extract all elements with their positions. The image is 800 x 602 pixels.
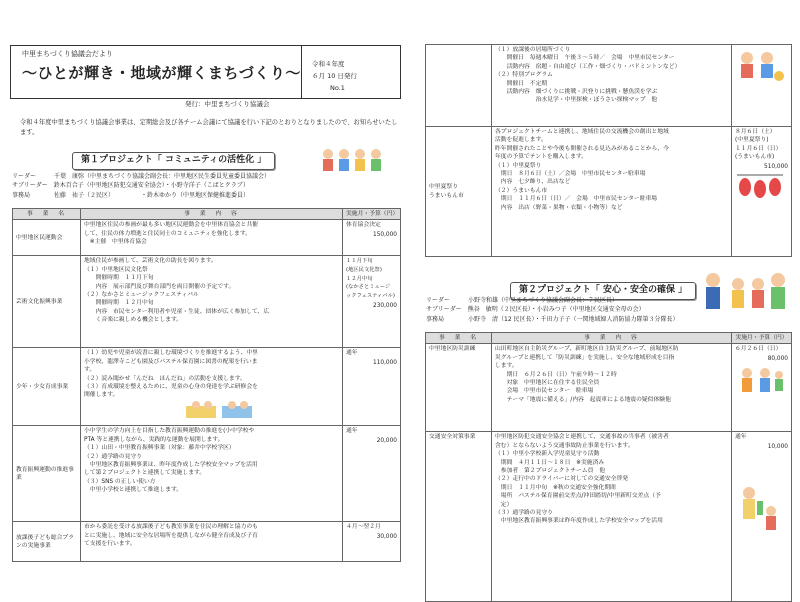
row-content — [81, 256, 343, 348]
header-month: 実施月・予算（円） — [732, 333, 792, 344]
row-content — [81, 426, 343, 522]
detail-line: （１）放課後の居場所づくり — [495, 47, 571, 53]
detail-line: 内容 市民センター利用者や児童・生徒、団体が広く参加して、広 — [84, 308, 270, 315]
table-header-row — [13, 209, 401, 220]
row-content — [492, 432, 732, 602]
row-content — [81, 220, 343, 256]
reading-children-icon — [184, 400, 254, 420]
row-month: 通年 — [735, 434, 747, 441]
detail-line: 開催時期 １１月下旬 — [84, 275, 154, 282]
row-month-budget — [343, 256, 401, 348]
issue-era: 令和４年度 — [312, 60, 345, 68]
detail-line: 活動内容 畑づくりに挑戦・沢登りに挑戦・懸魚渓を学ぶ — [495, 88, 658, 95]
row-budget: 10,000 — [767, 443, 788, 450]
detail-line: す。 — [84, 367, 96, 374]
row-budget: 80,000 — [767, 355, 788, 362]
detail-line: 内容 出店（野菜・果物・衣類・小物等）など — [495, 204, 623, 211]
detail-line: 中里小学校と連携して推進します。 — [84, 487, 183, 494]
detail-line: 期日 ８月６日（土）／会場 中里市民センター駐車場 — [495, 170, 646, 177]
row-content — [492, 127, 732, 257]
safety-people-icon — [698, 268, 788, 318]
project1-secretariat: 事務局 佐藤 祐子（２民区） ・鈴木ゆかり（中里地区保健推進委員） — [12, 191, 250, 199]
project2-leader: リーダー 小野寺和雄（中里まちづくり協議会副会長：７民区長） — [426, 297, 618, 304]
detail-line: （１）中里夏祭り — [495, 162, 542, 169]
project1-heading: プロジェクト「 コミュニティの活性化 」 — [99, 155, 267, 165]
detail-line: （２）走行中のドライバーに対しての交通安全啓発 — [495, 476, 629, 483]
row-illustration — [732, 45, 792, 127]
row-name: 中里夏祭り うまいもん市 — [426, 127, 492, 257]
crossing-guard-icon — [735, 481, 785, 541]
row-name: 中里地区民運動会 — [13, 220, 81, 256]
table-row — [13, 426, 401, 522]
project1-subleader: サブリーダー 鈴木百合子（中里地区防犯交通安全協会）・小野寺洋子（こばとクラブ） — [12, 182, 249, 190]
detail-line: テーマ「地震に備える」/内容 起震車による地震の疑似体験他 — [495, 396, 671, 403]
table-row — [13, 256, 401, 348]
detail-line: PTA 等と連携しながら、実践的な運動を展開します。 — [84, 436, 224, 443]
detail-line: （２）通学路の見守り — [84, 453, 142, 460]
detail-line: （３）通学路の見守り — [495, 509, 553, 516]
detail-line: 市から委託を受ける放課後子ども教室事業を住民の理解と協力のも — [84, 524, 258, 531]
row-month: 通年 — [346, 428, 358, 435]
row-content — [81, 522, 343, 562]
row-month-budget — [732, 127, 792, 257]
row-name: 芸術文化振興事業 — [13, 256, 81, 348]
publisher: 発行：中里まちづくり協議会 — [185, 100, 270, 108]
detail-line: （２）読み聞かせ「んだね ほんだね」の活動を支援します。 — [84, 375, 246, 382]
row-month: ８月６日（土） (中里夏祭り) １１月６日（日） (うまいもん市) — [735, 129, 782, 161]
header-name: 事 業 名 — [13, 209, 81, 220]
row-content — [81, 348, 343, 426]
detail-line: 開催時期 １２月中旬 — [84, 300, 154, 307]
detail-line: （１）中里小学校新入学児童見守り活動 — [495, 451, 600, 458]
row-name: 放課後子ども総合プランの実施事業 — [13, 522, 81, 562]
table-row — [13, 348, 401, 426]
row-month-budget — [732, 432, 792, 602]
detail-line: 期日 １１月６日（日）／ 会場 中里市民センター駐車場 — [495, 196, 658, 203]
detail-line: 小中学生の学力向上を目指した教育振興運動の推進を(小中学校や — [84, 428, 255, 435]
project1-roles — [12, 172, 270, 200]
detail-line: （１）中里地区民文化祭 — [84, 266, 148, 273]
project1-title — [72, 152, 275, 170]
detail-line: 中里地区住民の参画が最も多い地区民運動会を中里体育協会と共催 — [84, 222, 258, 229]
row-month: 体育協会決定 — [346, 222, 381, 229]
row-content — [492, 344, 732, 432]
detail-line: 場所 パステル保育園前交差点/沖田踏切/中里新町交差点（予 — [495, 493, 661, 500]
row-month: 通年 — [346, 350, 358, 357]
evacuation-drill-icon — [735, 363, 785, 397]
newsletter-name: 中里まちづくり協議会だより — [22, 50, 113, 58]
detail-line: 開催日 不定期 — [495, 80, 548, 87]
detail-line: 開催します。 — [84, 392, 119, 399]
newsletter-title: ～ひとが輝き・地域が輝くまちづくり～ — [22, 64, 301, 82]
row-name: 教育振興運動の推進事業 — [13, 426, 81, 522]
detail-line: して第２プロジェクトと連携して実施します。 — [84, 470, 206, 477]
row-name — [426, 45, 492, 127]
row-content — [492, 45, 732, 127]
table-row — [426, 344, 792, 432]
detail-line: 活動を促進します。 — [495, 137, 547, 144]
detail-line: 中里地区教育振興事業は、昨年度作成した学校安全マップを活用 — [84, 461, 258, 468]
project2-roles — [426, 296, 679, 324]
detail-line: 会場 中里市民センター 駐車場 — [495, 388, 594, 395]
detail-line: 昨年開催されたことや今後も開催される見込みがあることから、今 — [495, 145, 669, 152]
detail-line: （３）育成環境を整えるために、児童の心身の発達を学ぶ研修会を — [84, 383, 258, 390]
row-budget: 230,000 — [373, 302, 397, 309]
kids-playing-icon — [735, 46, 787, 86]
project2-secretariat: 事務局 小野寺 清（12 民区長）・千田力子子（一関地域婦人消防協力隊第３分隊長） — [426, 315, 679, 323]
row-month: ６月２６日（日） — [735, 346, 782, 353]
detail-line: 開催日 毎週木曜日 午後３～５時／ 会場 中里市民センター — [495, 55, 675, 62]
row-month-budget — [343, 348, 401, 426]
row-month: １１月下旬 (地区民文化祭) １２月中旬 (なかさとミュージ ックフェスティバル) — [346, 258, 395, 300]
detail-line: 治水見学・中里探検・ぼうさい探検マップ 他 — [495, 97, 658, 104]
row-month-budget — [343, 522, 401, 562]
detail-line: して、住民の体力増進と住民同士のコミュニティを強化します。 — [84, 230, 251, 237]
project1-number: 第１ — [81, 155, 100, 165]
detail-line: 活動内容 宿題・自由遊び（工作・畑づくり・バドミントンなど） — [495, 63, 681, 70]
row-name: 中里地区防災訓練 — [426, 344, 492, 432]
issue-number: No.1 — [330, 84, 345, 92]
table-row — [426, 127, 792, 257]
detail-line: （２）うまいもん市 — [495, 187, 548, 194]
detail-line: 地域住民が参画して、芸術文化の助長を図ります。 — [84, 258, 217, 265]
detail-line: （２）特別プログラム — [495, 72, 553, 79]
people-illustration-icon — [318, 146, 388, 172]
detail-line: 小学校、龍澤寺こども園及びパステル保育園に図書の配架を行いま — [84, 358, 258, 365]
header-content: 事 業 内 容 — [492, 333, 732, 344]
detail-line: ※主催 中里体育協会 — [84, 239, 147, 246]
detail-line: 期間 ４月１１日～１８日 ※実施済み — [495, 459, 605, 466]
detail-line: （１）幼児や児童が読書に親しむ環境づくりを推進するよう、中里 — [84, 350, 258, 357]
detail-line: 災グループと連携して「防災訓練」を実施し、安全な地域形成を目指 — [495, 354, 675, 361]
row-month-budget — [343, 220, 401, 256]
project2-table — [425, 332, 792, 602]
detail-line: します。 — [495, 363, 518, 370]
project1-leader: リーダー 千葉 康弥（中里まちづくり協議会副会長：中里地区民生委員児童委員協議会） — [12, 173, 270, 180]
intro-text: 令和４年度中里まちづくり協議会事業は、定期総会及び各チーム会議にて協議を行い下記のとおりとなりましたので、お知らせいたします。 — [20, 119, 398, 137]
table-row — [13, 522, 401, 562]
row-month-budget — [343, 426, 401, 522]
issue-date: ６月 10 日発行 — [312, 72, 357, 80]
table-row — [13, 220, 401, 256]
detail-line: （２）なかさとミュージックフェスティバル — [84, 291, 199, 298]
detail-line: 参加者 第２プロジェクトチーム員 他 — [495, 467, 606, 474]
detail-line: 対象 中里地区に在住する住民全員 — [495, 379, 600, 386]
row-name: 交通安全対策事業 — [426, 432, 492, 602]
detail-line: 山田町地区自主防災グループ、新町地区自主防災グループ、前堀地区防 — [495, 346, 679, 353]
row-month: ４月～翌２月 — [346, 524, 381, 531]
detail-line: 各プロジェクトチームと連携し、地域住民の交流機会の創出と地域 — [495, 129, 669, 135]
table-row — [426, 432, 792, 602]
detail-line: 中里地区防犯交通安全協会と連携して、交通事故の当事者（被害者 — [495, 434, 669, 441]
row-budget: 20,000 — [376, 437, 397, 444]
detail-line: て支援を行います。 — [84, 541, 136, 548]
detail-line: く音楽に親しめる機会とします。 — [84, 317, 183, 324]
project2-number: 第２ — [519, 285, 538, 295]
detail-line: 定） — [495, 501, 513, 508]
lantern-icon — [735, 171, 785, 211]
row-budget: 510,000 — [764, 163, 788, 170]
row-month-budget — [732, 344, 792, 432]
header-month: 実施月・予算（円） — [343, 209, 401, 220]
row-budget: 30,000 — [376, 533, 397, 540]
detail-line: とに実施し、地域に安全な居場所を提供しながら健全育成及び子育 — [84, 532, 258, 539]
detail-line: 期日 ６月２６日（日）午前９時～１２時 — [495, 371, 617, 378]
project1-table — [12, 208, 401, 562]
continued-table — [425, 44, 792, 257]
detail-line: 内容 七夕飾り、出店など — [495, 179, 571, 186]
project2-heading: プロジェクト「 安心・安全の確保 」 — [537, 285, 688, 295]
table-row — [426, 45, 792, 127]
detail-line: 中里地区教育振興事業は昨年度作成した学校安全マップを活用 — [495, 518, 663, 525]
detail-line: （３）SNS の正しい使い方 — [84, 478, 156, 485]
header-name: 事 業 名 — [426, 333, 492, 344]
detail-line: 内容 展示部門及び舞台部門を両日開催の予定です。 — [84, 283, 235, 290]
row-name: 少年・少女育成事業 — [13, 348, 81, 426]
row-budget: 110,000 — [373, 359, 397, 366]
detail-line: 年度の予算でテントを購入します。 — [495, 154, 587, 161]
detail-line: 期日 １１月中旬 ※秋の交通安全強化期間 — [495, 484, 616, 491]
table-header-row — [426, 333, 792, 344]
project2-subleader: サブリーダー 熊谷 敏明（２民区長）・小岩みつ子（中里地区交通安全母の会） — [426, 306, 645, 314]
row-budget: 150,000 — [373, 231, 397, 238]
detail-line: （１）山田・中里教育振興事業（対象：藤井中学校学区） — [84, 445, 235, 452]
detail-line: 含む）とならないよう交通事故防止事業を行います。 — [495, 442, 634, 449]
header-content: 事 業 内 容 — [81, 209, 343, 220]
